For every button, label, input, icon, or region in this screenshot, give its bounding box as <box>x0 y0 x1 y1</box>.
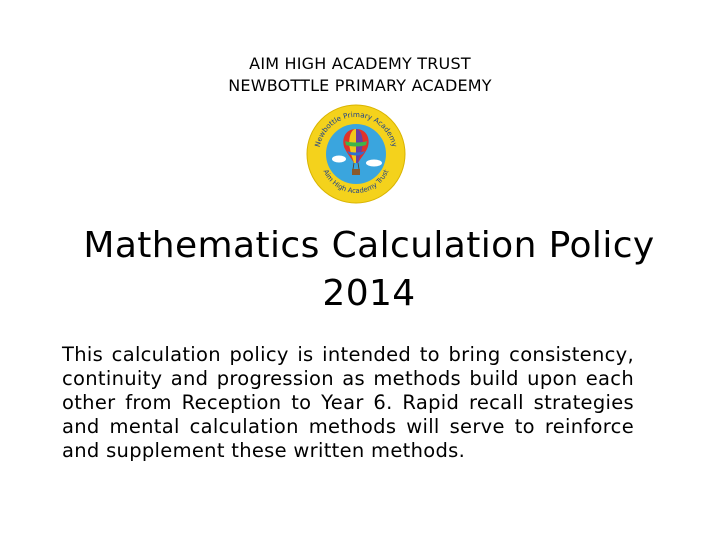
logo-ring-text-top: Newbottle Primary Academy <box>312 109 400 148</box>
cloud-left <box>332 156 346 163</box>
balloon-basket <box>352 169 360 175</box>
cloud-right <box>366 160 382 167</box>
page-title-year: 2014 <box>322 273 416 314</box>
school-logo <box>305 103 407 205</box>
policy-paragraph: This calculation policy is intended to bring consistency, continuity and progression as methods build upon each other from Reception to Year 6. Rapid recall strategies and mental calculation methods will serve to reinforce and supplement these written methods. <box>62 343 634 462</box>
trust-name: AIM HIGH ACADEMY TRUST <box>249 54 471 73</box>
page-title: Mathematics Calculation Policy <box>83 225 655 266</box>
school-name: NEWBOTTLE PRIMARY ACADEMY <box>228 76 492 95</box>
logo-ring-text-bottom: Aim High Academy Trust <box>321 168 391 196</box>
